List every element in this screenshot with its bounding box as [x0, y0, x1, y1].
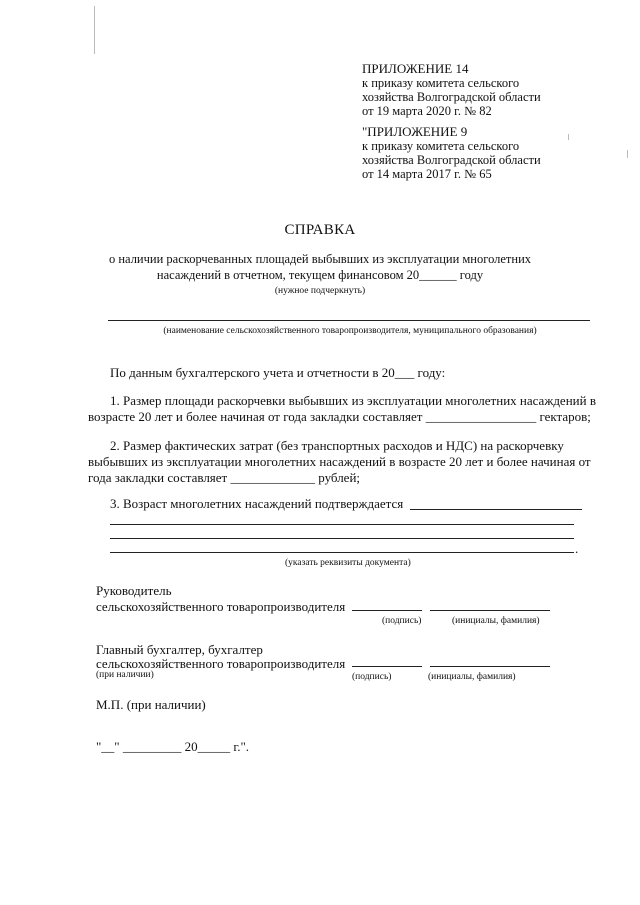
accountant-note: (при наличии)	[96, 670, 154, 680]
head-name-field[interactable]	[430, 610, 550, 611]
organization-caption: (наименование сельскохозяйственного товаропроизводителя, муниципального образования)	[163, 326, 537, 336]
name-caption: (инициалы, фамилия)	[428, 672, 516, 682]
item2-text: выбывших из эксплуатации многолетних насаждений в возрасте 20 лет и более начиная от	[88, 454, 591, 469]
accountant-name-field[interactable]	[430, 666, 550, 667]
documents-field[interactable]	[110, 538, 574, 539]
documents-field[interactable]	[410, 509, 582, 510]
item2-text: 2. Размер фактических затрат (без транспортных расходов и НДС) на раскорчевку	[110, 438, 564, 453]
document-subtitle: насаждений в отчетном, текущем финансовом 20______ году	[156, 268, 484, 282]
documents-caption: (указать реквизиты документа)	[285, 558, 411, 568]
appendix14-line: хозяйства Волгоградской области	[362, 90, 541, 104]
name-caption: (инициалы, фамилия)	[452, 616, 540, 626]
document-subtitle: о наличии раскорчеванных площадей выбывших из эксплуатации многолетних	[108, 252, 532, 266]
head-title: сельскохозяйственного товаропроизводителя	[96, 599, 346, 614]
documents-period: .	[575, 541, 579, 556]
scan-artifact	[568, 134, 569, 140]
item2-text: года закладки составляет _____________ рублей;	[88, 470, 361, 485]
head-title: Руководитель	[96, 583, 172, 598]
appendix14-line: к приказу комитета сельского	[362, 76, 520, 90]
scan-artifact	[94, 6, 95, 54]
stamp-place: М.П. (при наличии)	[96, 697, 206, 712]
appendix9-line: к приказу комитета сельского	[362, 139, 520, 153]
appendix9-title: "ПРИЛОЖЕНИЕ 9	[362, 124, 468, 139]
appendix14-line: от 19 марта 2020 г. № 82	[362, 104, 492, 118]
documents-field[interactable]	[110, 524, 574, 525]
organization-name-field[interactable]	[108, 320, 590, 321]
head-signature-field[interactable]	[352, 610, 422, 611]
document-title: СПРАВКА	[284, 222, 356, 238]
signature-caption: (подпись)	[382, 616, 422, 626]
item3-text: 3. Возраст многолетних насаждений подтверждается	[110, 496, 404, 511]
accountant-title: Главный бухгалтер, бухгалтер	[96, 642, 263, 657]
scan-artifact	[627, 150, 628, 158]
item1-text: 1. Размер площади раскорчевки выбывших из эксплуатации многолетних насаждений в	[110, 393, 596, 408]
accountant-signature-field[interactable]	[352, 666, 422, 667]
intro-text: По данным бухгалтерского учета и отчетности в 20___ году:	[110, 365, 446, 380]
signature-caption: (подпись)	[352, 672, 392, 682]
item1-text: возрасте 20 лет и более начиная от года закладки составляет _________________ гектаров;	[88, 409, 591, 424]
underline-note: (нужное подчеркнуть)	[274, 286, 366, 296]
date-line[interactable]: "__" _________ 20_____ г.".	[96, 739, 250, 754]
documents-field[interactable]	[110, 552, 574, 553]
appendix14-title: ПРИЛОЖЕНИЕ 14	[362, 61, 469, 76]
accountant-title: сельскохозяйственного товаропроизводителя	[96, 656, 346, 671]
appendix9-line: от 14 марта 2017 г. № 65	[362, 167, 492, 181]
appendix9-line: хозяйства Волгоградской области	[362, 153, 541, 167]
